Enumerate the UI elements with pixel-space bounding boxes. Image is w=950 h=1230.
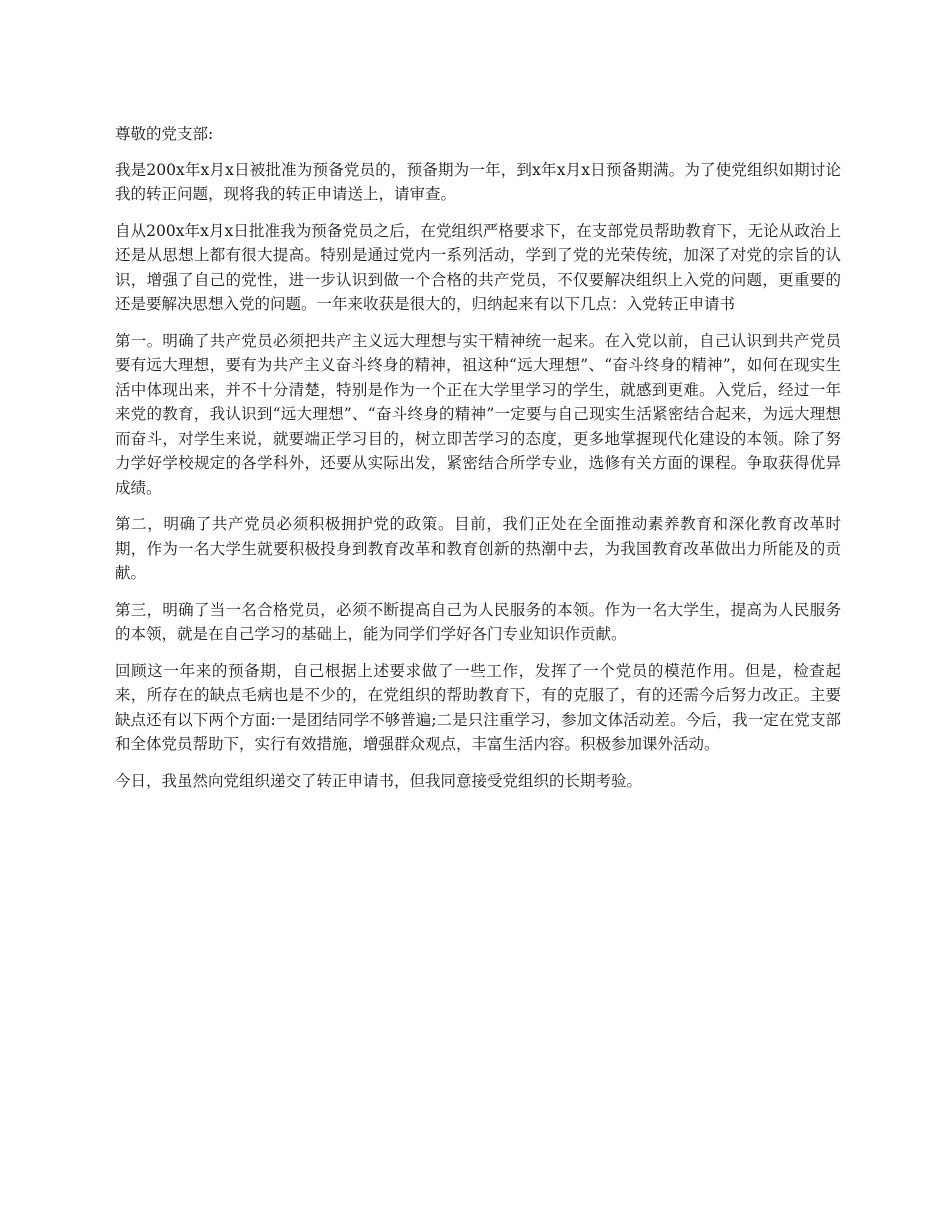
letter-greeting: 尊敬的党支部:: [115, 125, 214, 143]
letter-paragraph-1: 我是200x年x月x日被批准为预备党员的，预备期为一年，到x年x月x日预备期满。为了使党组织如期讨论我的转正问题，现将我的转正申请送上，请审查。: [115, 160, 841, 203]
letter-paragraph-4: 第二，明确了共产党员必须积极拥护党的政策。目前，我们正处在全面推动素养教育和深化教育改革时期，作为一名大学生就要积极投身到教育改革和教育创新的热潮中去，为我国教育改革做出力所能及的贡献。: [115, 515, 841, 582]
letter-paragraph-5: 第三，明确了当一名合格党员，必须不断提高自己为人民服务的本领。作为一名大学生，提高为人民服务的本领，就是在自己学习的基础上，能为同学们学好各门专业知识作贡献。: [115, 600, 841, 643]
letter-paragraph-2: 自从200x年x月x日批准我为预备党员之后，在党组织严格要求下，在支部党员帮助教育下，无论从政治上还是从思想上都有很大提高。特别是通过党内一系列活动，学到了党的光荣传统，加深了对党的宗旨的认识，增强了自己的党性，进一步认识到做一个合格的共产党员，不仅要解决组织上入党的问题，更重要的还是要解决思想入党的问题。一年来收获是很大的，归纳起来有以下几点：入党转正申请书: [115, 221, 841, 313]
letter-paragraph-6: 回顾这一年来的预备期，自己根据上述要求做了一些工作，发挥了一个党员的模范作用。但是，检查起来，所存在的缺点毛病也是不少的，在党组织的帮助教育下，有的克服了，有的还需今后努力改正。主要缺点还有以下两个方面:一是团结同学不够普遍;二是只注重学习，参加文体活动差。今后，我一定在党支部和全体党员帮助下，实行有效措施，增强群众观点，丰富生活内容。积极参加课外活动。: [115, 661, 841, 753]
letter-paragraph-7: 今日，我虽然向党组织递交了转正申请书，但我同意接受党组织的长期考验。: [115, 771, 643, 790]
letter-body: [115, 122, 841, 805]
letter-paragraph-3: 第一。明确了共产党员必须把共产主义远大理想与实干精神统一起来。在入党以前，自己认识到共产党员要有远大理想，要有为共产主义奋斗终身的精神，祖这种“远大理想”、“奋斗终身的精神”，如何在现实生活中体现出来，并不十分清楚，特别是作为一个正在大学里学习的学生，就感到更难。入党后，经过一年来党的教育，我认识到“远大理想”、“奋斗终身的精神”一定要与自己现实生活紧密结合起来，为远大理想而奋斗，对学生来说，就要端正学习目的，树立即苦学习的态度，更多地掌握现代化建设的本领。除了努力学好学校规定的各学科外，还要从实际出发，紧密结合所学专业，选修有关方面的课程。争取获得优异成绩。: [115, 331, 841, 497]
